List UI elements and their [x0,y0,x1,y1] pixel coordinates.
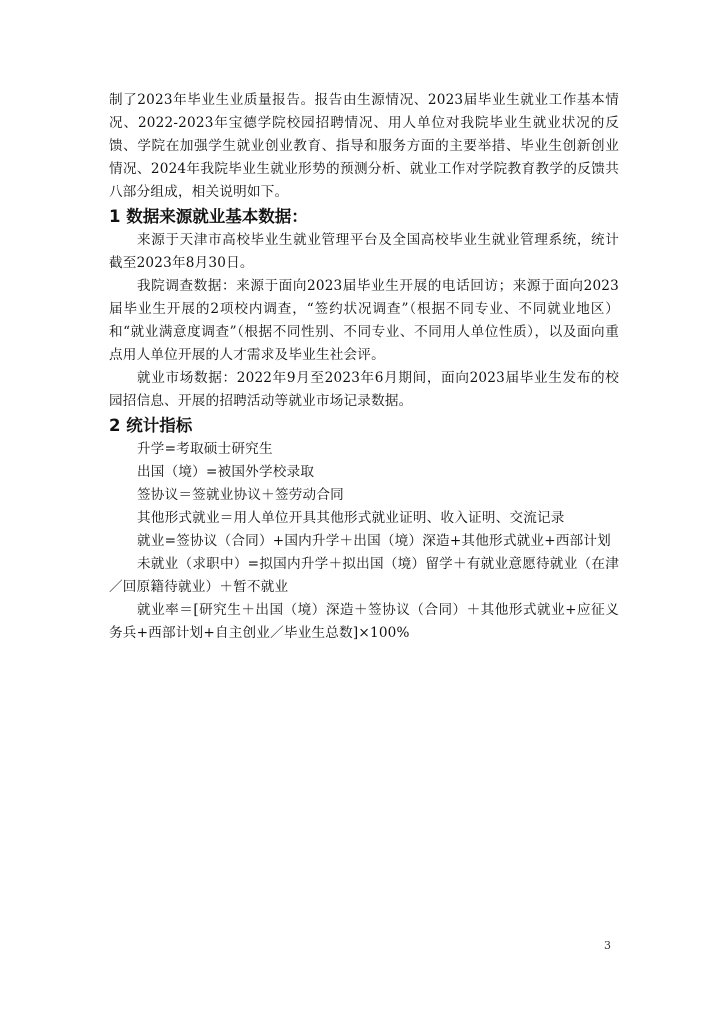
data-source-paragraph: 来源于天津市高校毕业生就业管理平台及全国高校毕业生就业管理系统，统计截至2023年8月30日。 [109,232,619,271]
survey-data-paragraph: 我院调查数据：来源于面向2023届毕业生开展的电话回访；来源于面向2023届毕业生开展的2项校内调查，“签约状况调查”（根据不同专业、不同就业地区）和“就业满意度调查”（根据不同性别、不同专业、不同用人单位性质），以及面向重点用人单位开展的人才需求及毕业生社会评。 [109,278,619,363]
indicator-unemployed: 未就业（求职中）=拟国内升学＋拟出国（境）留学＋有就业意愿待就业（在津／回原籍待就业）＋暂不就业 [109,556,619,595]
indicator-other-employment: 其他形式就业＝用人单位开具其他形式就业证明、收入证明、交流记录 [137,510,565,526]
intro-paragraph: 制了2023年毕业生业质量报告。报告由生源情况、2023届毕业生就业工作基本情况、2022-2023年宝德学院校园招聘情况、用人单位对我院毕业生就业状况的反馈、学院在加强学生就业创业教育、指导和服务方面的主要举措、毕业生创新创业情况、2024年我院毕业生就业形势的预测分析、就业工作对学院教育教学的反馈共八部分组成，相关说明如下。 [109,92,619,200]
indicator-study-abroad: 出国（境）=被国外学校录取 [137,464,315,480]
section-1-heading: 1 数据来源就业基本数据： [109,207,308,226]
indicator-employment: 就业=签协议（合同）+国内升学＋出国（境）深造+其他形式就业+西部计划 [137,533,611,549]
indicator-further-study: 升学=考取硕士研究生 [137,441,273,457]
section-2-heading: 2 统计指标 [109,416,193,435]
indicator-employment-rate: 就业率＝[研究生＋出国（境）深造＋签协议（合同）＋其他形式就业+应征义务兵+西部计划+自主创业／毕业生总数]×100% [109,602,619,641]
document-body [109,89,619,645]
indicator-signed-agreement: 签协议＝签就业协议＋签劳动合同 [137,487,344,503]
market-data-paragraph: 就业市场数据：2022年9月至2023年6月期间，面向2023届毕业生发布的校园招信息、开展的招聘活动等就业市场记录数据。 [109,370,619,409]
page-number: 3 [604,939,611,952]
